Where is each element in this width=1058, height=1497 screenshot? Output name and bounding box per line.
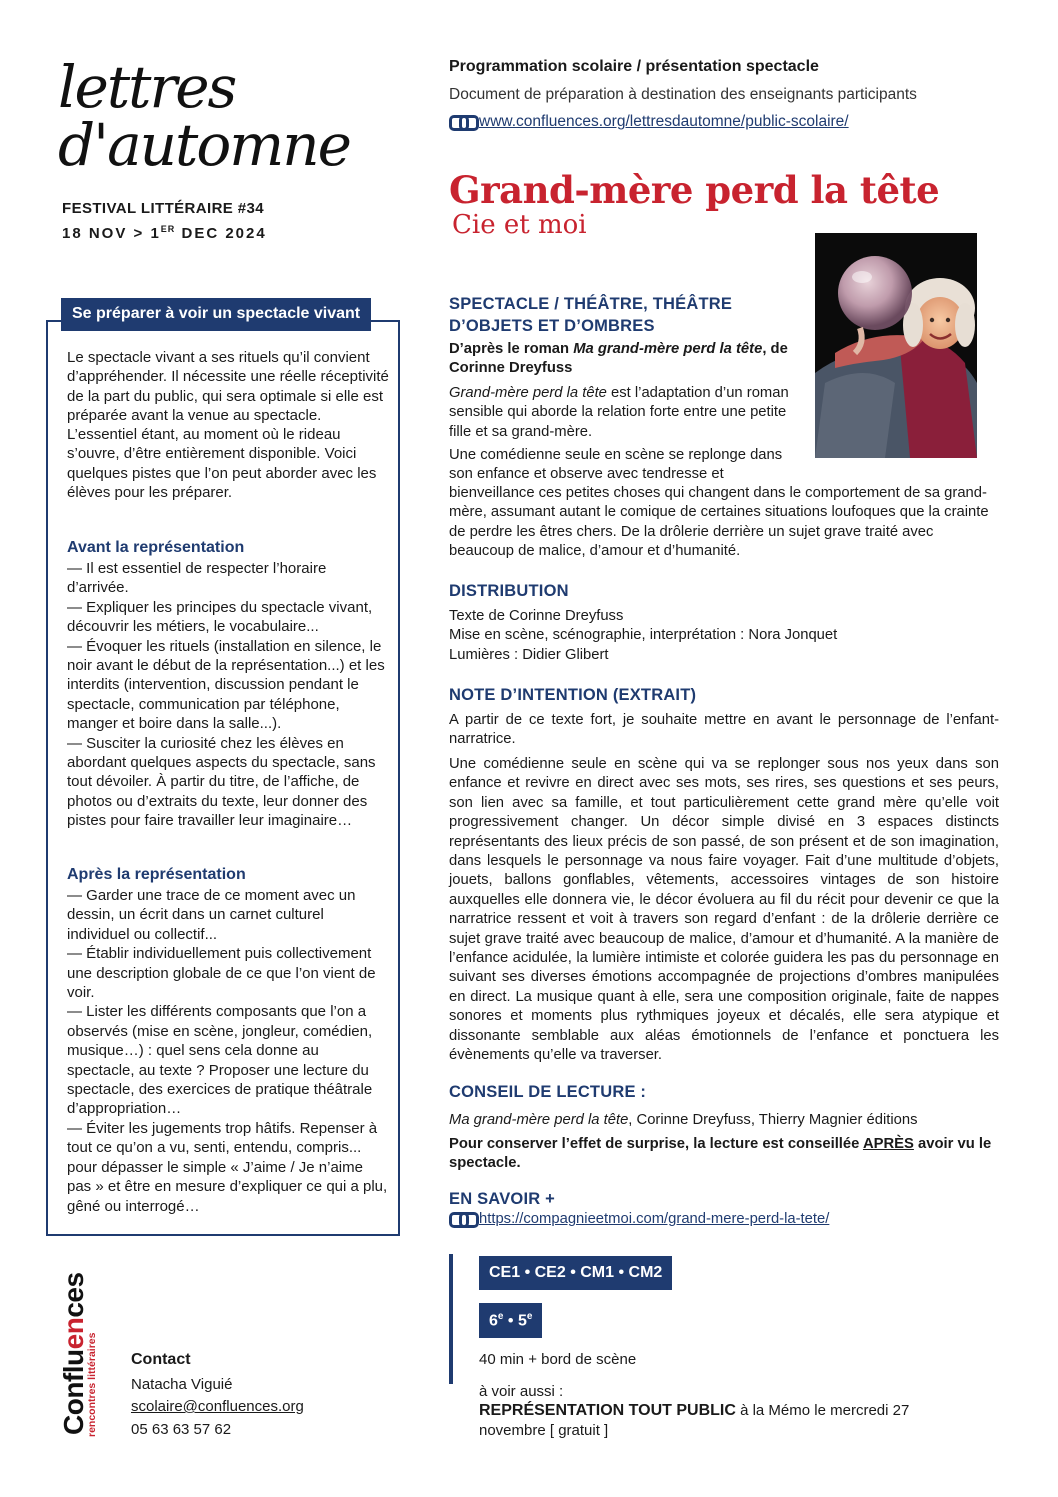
list-item: — Susciter la curiosité chez les élèves en abordant quelques aspects du spectacle, sans tout dévoiler. À partir du titre, de l’affiche, de photos ou d’extraits du texte, leur donner des pistes pour faire travailler leur imaginaire… xyxy=(67,734,376,830)
level-badge-college: 6e • 5e xyxy=(479,1303,542,1338)
duration: 40 min + bord de scène xyxy=(479,1351,637,1368)
link-icon xyxy=(449,1212,475,1224)
conseil-heading: CONSEIL DE LECTURE : xyxy=(449,1083,647,1101)
compagnie-link[interactable]: https://compagnieetmoi.com/grand-mere-perd-la-tete/ xyxy=(449,1210,829,1229)
show-photo xyxy=(815,233,977,458)
list-item: — Garder une trace de ce moment avec un dessin, un écrit dans un carnet culturel individuel ou collectif... xyxy=(67,887,356,943)
list-item: — Éviter les jugements trop hâtifs. Repenser à tout ce qu’on a vu, senti, entendu, compris... pour dépasser le simple « J’aime / Je n’aime pas » et être en mesure d’expliquer ce qui a plu, gêné ou interrogé… xyxy=(67,1119,388,1215)
avant-heading: Avant la représentation xyxy=(67,539,245,556)
savoir-heading: EN SAVOIR + xyxy=(449,1190,555,1208)
note-heading: NOTE D’INTENTION (EXTRAIT) xyxy=(449,686,697,704)
contact-heading: Contact xyxy=(131,1351,191,1368)
conseil-book: Ma grand-mère perd la tête, Corinne Dreyfuss, Thierry Magnier éditions xyxy=(449,1112,918,1128)
apres-list xyxy=(67,886,389,1216)
distribution-heading: DISTRIBUTION xyxy=(449,582,569,600)
company-name: Cie et moi xyxy=(452,210,587,240)
list-item: Lumières : Didier Glibert xyxy=(449,646,609,663)
link-icon xyxy=(449,115,475,127)
avant-list xyxy=(67,559,389,831)
list-item: — Il est essentiel de respecter l’horaire d’arrivée. xyxy=(67,560,327,597)
levels-bar xyxy=(449,1254,453,1384)
spectacle-paragraph-2b: bienveillance ces petites choses qui changent dans le comportement de sa grand-mère, assumant autant le comique de certaines situations loufoques que la crainte de perdre les êtres chers. De la drôlerie derrière un sujet grave traité avec beaucoup de malice, d’amour et d’humanité. xyxy=(449,485,989,560)
list-item: — Lister les différents composants que l’on a observés (mise en scène, jongleur, comédien, musique…) : quel sens cela donne au spectacle, au texte ? Proposer une lecture du spectacle, des exercices de pratique théâtrale d’appropriation… xyxy=(67,1003,373,1118)
logo-line-2: d'automne xyxy=(58,111,350,179)
preparation-tab: Se préparer à voir un spectacle vivant xyxy=(61,298,371,331)
festival-logo xyxy=(58,53,350,183)
roman-credit: D’après le roman Ma grand-mère perd la tête, de Corinne Dreyfuss xyxy=(449,341,788,377)
public-scolaire-link[interactable]: www.confluences.org/lettresdautomne/public-scolaire/ xyxy=(449,113,849,131)
festival-dates: 18 NOV > 1ER DEC 2024 xyxy=(62,224,267,242)
contact-phone: 05 63 63 57 62 xyxy=(131,1421,232,1438)
voir-aussi-label: à voir aussi : xyxy=(479,1383,564,1400)
show-title: Grand-mère perd la tête xyxy=(449,168,940,212)
distribution-list xyxy=(449,607,999,665)
preparation-intro: Le spectacle vivant a ses rituels qu’il convient d’appréhender. Il nécessite une réelle réceptivité de la part du public, qui sera optimale si elle est préparée avant la venue au spectacle. L’essentiel étant, au moment où le rideau s’ouvre, d’être entièrement disponible. Voici quelques pistes que l’on peut aborder avec les élèves pour les préparer. xyxy=(67,349,389,502)
list-item: — Évoquer les rituels (installation en silence, le noir avant le début de la représentation...) et les interdits (intervention, discussion pendant le spectacle, communication par téléphone, manger et boire dans la salle...). xyxy=(67,637,385,733)
festival-name: FESTIVAL LITTÉRAIRE #34 xyxy=(62,200,265,217)
list-item: — Expliquer les principes du spectacle vivant, découvrir les métiers, le vocabulaire... xyxy=(67,598,373,636)
list-item: Texte de Corinne Dreyfuss xyxy=(449,608,624,624)
spectacle-paragraph-1: Grand-mère perd la tête est l’adaptation d’un roman sensible qui aborde la relation forte entre une petite fille et sa grand-mère. xyxy=(449,385,789,440)
list-item: Mise en scène, scénographie, interprétation : Nora Jonquet xyxy=(449,627,838,644)
level-badge-primary: CE1 • CE2 • CM1 • CM2 xyxy=(479,1256,672,1290)
spectacle-paragraph-2a: Une comédienne seule en scène se replonge dans son enfance et observe avec tendresse et xyxy=(449,447,783,483)
conseil-surprise: Pour conserver l’effet de surprise, la lecture est conseillée APRÈS avoir vu le spectacle. xyxy=(449,1136,992,1172)
spectacle-heading: SPECTACLE / THÉÂTRE, THÉÂTRE D’OBJETS ET D’OMBRES xyxy=(449,295,733,335)
tout-public-info: REPRÉSENTATION TOUT PUBLIC à la Mémo le mercredi 27 novembre [ gratuit ] xyxy=(479,1402,910,1439)
contact-email[interactable]: scolaire@confluences.org xyxy=(131,1398,304,1415)
contact-name: Natacha Viguié xyxy=(131,1376,233,1393)
document-description: Document de préparation à destination des enseignants participants xyxy=(449,86,917,103)
note-paragraph-1: A partir de ce texte fort, je souhaite mettre en avant le personnage de l’enfant-narratrice. xyxy=(449,712,999,748)
confluences-logo: Confluences rencontres littéraires xyxy=(58,1272,98,1437)
apres-heading: Après la représentation xyxy=(67,866,246,883)
list-item: — Établir individuellement puis collectivement une description globale de ce que l’on vient de voir. xyxy=(67,945,376,1002)
note-paragraph-2: Une comédienne seule en scène qui va se replonger sous nos yeux dans son enfance et revivre en direct avec ses mots, ses rires, ses questions et ses peurs, son lien avec sa famille, et tout particulièrement cette grand mère qu’elle voit progressivement changer. Un décor simple divisé en 3 espaces distincts représentants des lieux précis de son passé, de son présent et de son imagination, dans lesquels le personnage va nous faire voyager. Fait d’une multitude d’objets, jouets, ballons gonflables, vêtements, accessoires vintages de son histoire auxquelles elle donnera vie, le décor évoluera au fil du récit pour devenir ce que la narratrice ressent et voit à travers son regard d’enfant : de la drôlerie derrière ce sujet grave traité avec beaucoup de malice, d’amour et d’humanité. A la manière de l’enfance acidulée, la lumière intimiste et colorée guidera les pas du personnage en suivant ses diverses émotions accompagnée de projections d’ombres manipulées en direct. La musique quant à elle, sera une composition originale, faite de nappes sonores et moments plus rythmiques joyeux et décalés, elle sera atypique et dissonante semblable aux aléas émotionnels de l’enfance et ponctuera les évènements qu’elle va traverser. xyxy=(449,756,999,1064)
logo-line-1: lettres xyxy=(58,53,236,121)
programmation-label: Programmation scolaire / présentation spectacle xyxy=(449,58,819,75)
